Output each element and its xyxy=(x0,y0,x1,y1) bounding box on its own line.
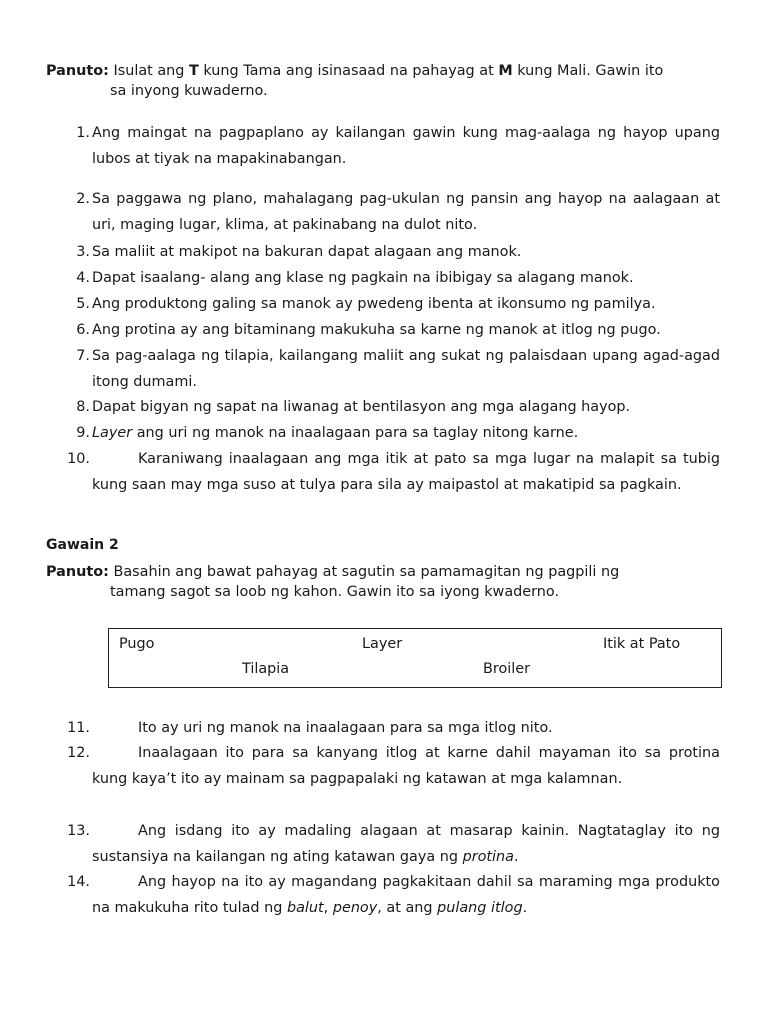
question-item: 11. Ito ay uri ng manok na inaalagaan para sa mga itlog nito. xyxy=(67,720,553,736)
instruction-1: Panuto: Isulat ang T kung Tama ang isinasaad na pahayag at M kung Mali. Gawin ito sa inyong kuwaderno. xyxy=(46,63,664,99)
answer-choices-box xyxy=(108,628,722,688)
question-item: 7. Sa pag-aalaga ng tilapia, kailangang maliit ang sukat ng palaisdaan upang agad-agad itong dumami. xyxy=(76,348,720,390)
question-item: 10. Karaniwang inaalagaan ang mga itik at pato sa mga lugar na malapit sa tubig kung saan may mga suso at tulya para sila ay maipastol at makatipid sa pagkain. xyxy=(67,451,720,493)
instruction-2: Panuto: Basahin ang bawat pahayag at sagutin sa pamamagitan ng pagpili ng tamang sagot sa loob ng kahon. Gawin ito sa iyong kwaderno. xyxy=(46,564,620,600)
question-item: 8. Dapat bigyan ng sapat na liwanag at bentilasyon ang mga alagang hayop. xyxy=(76,399,631,415)
question-item: 2. Sa paggawa ng plano, mahalagang pag-ukulan ng pansin ang hayop na aalagaan at uri, maging lugar, klima, at pakinabang na dulot nito. xyxy=(76,191,720,233)
choice-broiler: Broiler xyxy=(483,661,531,677)
choice-itik-at-pato: Itik at Pato xyxy=(603,636,681,652)
instruction-label: Panuto: xyxy=(46,564,109,580)
choice-tilapia: Tilapia xyxy=(242,661,290,677)
question-item: 6. Ang protina ay ang bitaminang makukuha sa karne ng manok at itlog ng pugo. xyxy=(76,322,661,338)
question-item: 5. Ang produktong galing sa manok ay pwedeng ibenta at ikonsumo ng pamilya. xyxy=(76,296,656,312)
choice-pugo: Pugo xyxy=(119,636,155,652)
choice-layer: Layer xyxy=(362,636,403,652)
question-item: 1. Ang maingat na pagpaplano ay kailangan gawin kung mag-aalaga ng hayop upang lubos at tiyak na mapakinabangan. xyxy=(76,125,720,167)
question-item: 3. Sa maliit at makipot na bakuran dapat alagaan ang manok. xyxy=(76,244,522,260)
question-item: 9. Layer ang uri ng manok na inaalagaan para sa taglay nitong karne. xyxy=(76,425,579,441)
question-item: 4. Dapat isaalang- alang ang klase ng pagkain na ibibigay sa alagang manok. xyxy=(76,270,634,286)
question-item: 12. Inaalagaan ito para sa kanyang itlog at karne dahil mayaman ito sa protina kung kaya’t ito ay mainam sa pagpapalaki ng katawan at mga kalamnan. xyxy=(67,745,720,787)
instruction-label: Panuto: xyxy=(46,63,109,79)
question-item: 14. Ang hayop na ito ay magandang pagkakitaan dahil sa maraming mga produkto na makukuha rito tulad ng balut, penoy, at ang pulang itlog. xyxy=(67,874,720,916)
section-heading: Gawain 2 xyxy=(46,537,119,553)
question-item: 13. Ang isdang ito ay madaling alagaan at masarap kainin. Nagtataglay ito ng sustansiya na kailangan ng ating katawan gaya ng protina. xyxy=(67,823,720,865)
